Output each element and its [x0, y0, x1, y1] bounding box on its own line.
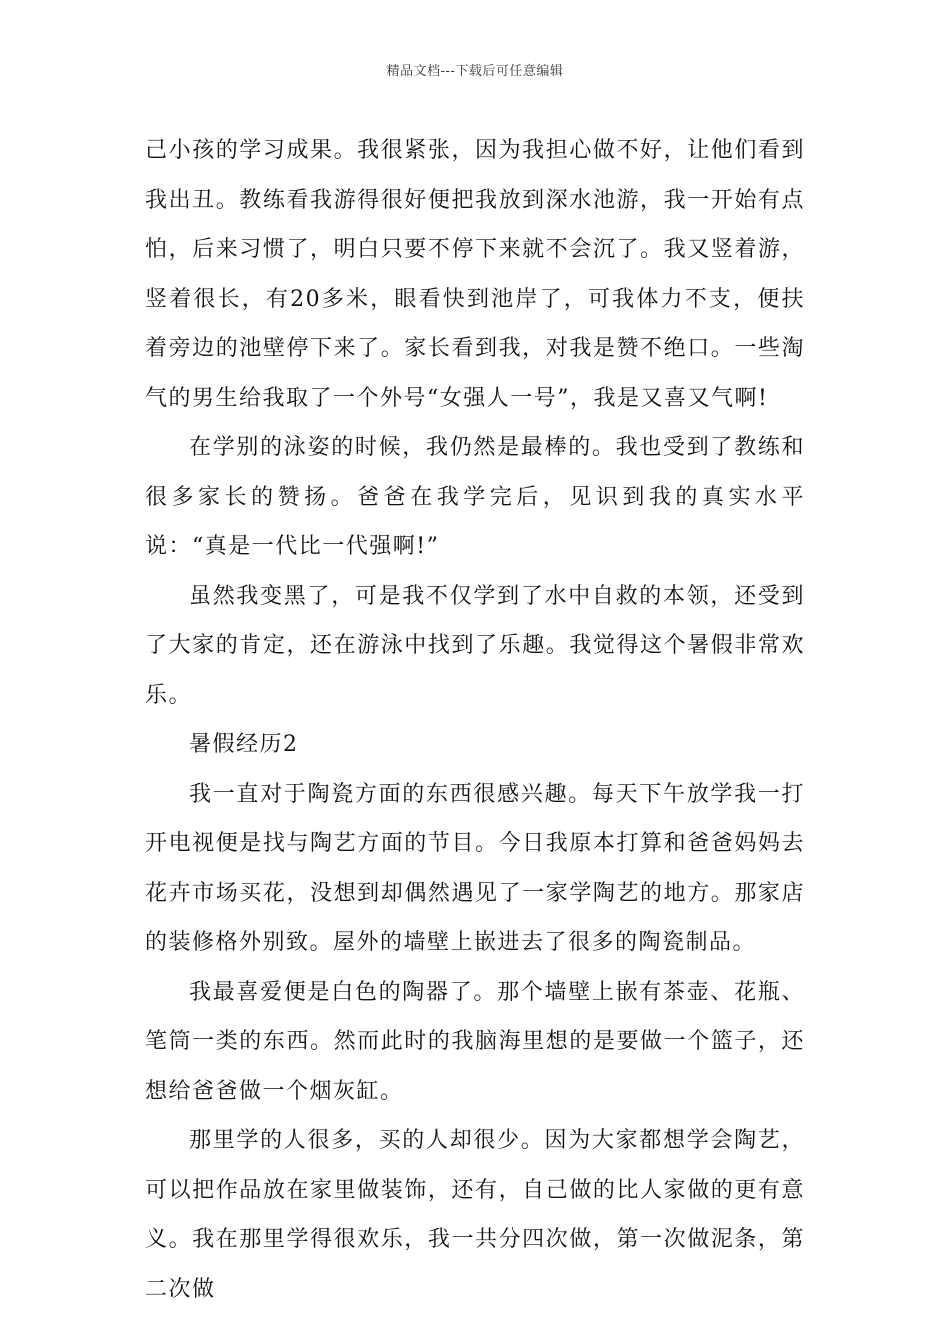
page-header: 精品文档---下载后可任意编辑 — [386, 64, 564, 79]
paragraph-1: 己小孩的学习成果。我很紧张，因为我担心做不好，让他们看到我出丑。教练看我游得很好便把我放到深水池游，我一开始有点怕，后来习惯了，明白只要不停下来就不会沉了。我又竖着游，竖着很长，有20多米，眼看快到池岸了，可我体力不支，便扶着旁边的池壁停下来了。家长看到我，对我是赞不绝口。一些淘气的男生给我取了一个外号“女强人一号”，我是又喜又气啊! — [145, 138, 805, 411]
paragraph-6: 那里学的人很多，买的人却很少。因为大家都想学会陶艺，可以把作品放在家里做装饰，还有，自己做的比人家做的更有意义。我在那里学得很欢乐，我一共分四次做，第一次做泥条，第二次做 — [145, 1128, 805, 1302]
paragraph-5: 我最喜爱便是白色的陶器了。那个墙壁上嵌有茶壶、花瓶、笔筒一类的东西。然而此时的我脑海里想的是要做一个篮子，还想给爸爸做一个烟灰缸。 — [145, 979, 805, 1104]
document-body — [145, 126, 805, 1314]
paragraph-2: 在学别的泳姿的时候，我仍然是最棒的。我也受到了教练和很多家长的赞扬。爸爸在我学完后，见识到我的真实水平说：“真是一代比一代强啊!” — [145, 435, 805, 559]
paragraph-4: 我一直对于陶瓷方面的东西很感兴趣。每天下午放学我一打开电视便是找与陶艺方面的节目。今日我原本打算和爸爸妈妈去花卉市场买花，没想到却偶然遇见了一家学陶艺的地方。那家店的装修格外别致。屋外的墙壁上嵌进去了很多的陶瓷制品。 — [145, 781, 805, 955]
section-heading: 暑假经历2 — [189, 732, 299, 757]
paragraph-3: 虽然我变黑了，可是我不仅学到了水中自救的本领，还受到了大家的肯定，还在游泳中找到了乐趣。我觉得这个暑假非常欢乐。 — [145, 583, 805, 708]
